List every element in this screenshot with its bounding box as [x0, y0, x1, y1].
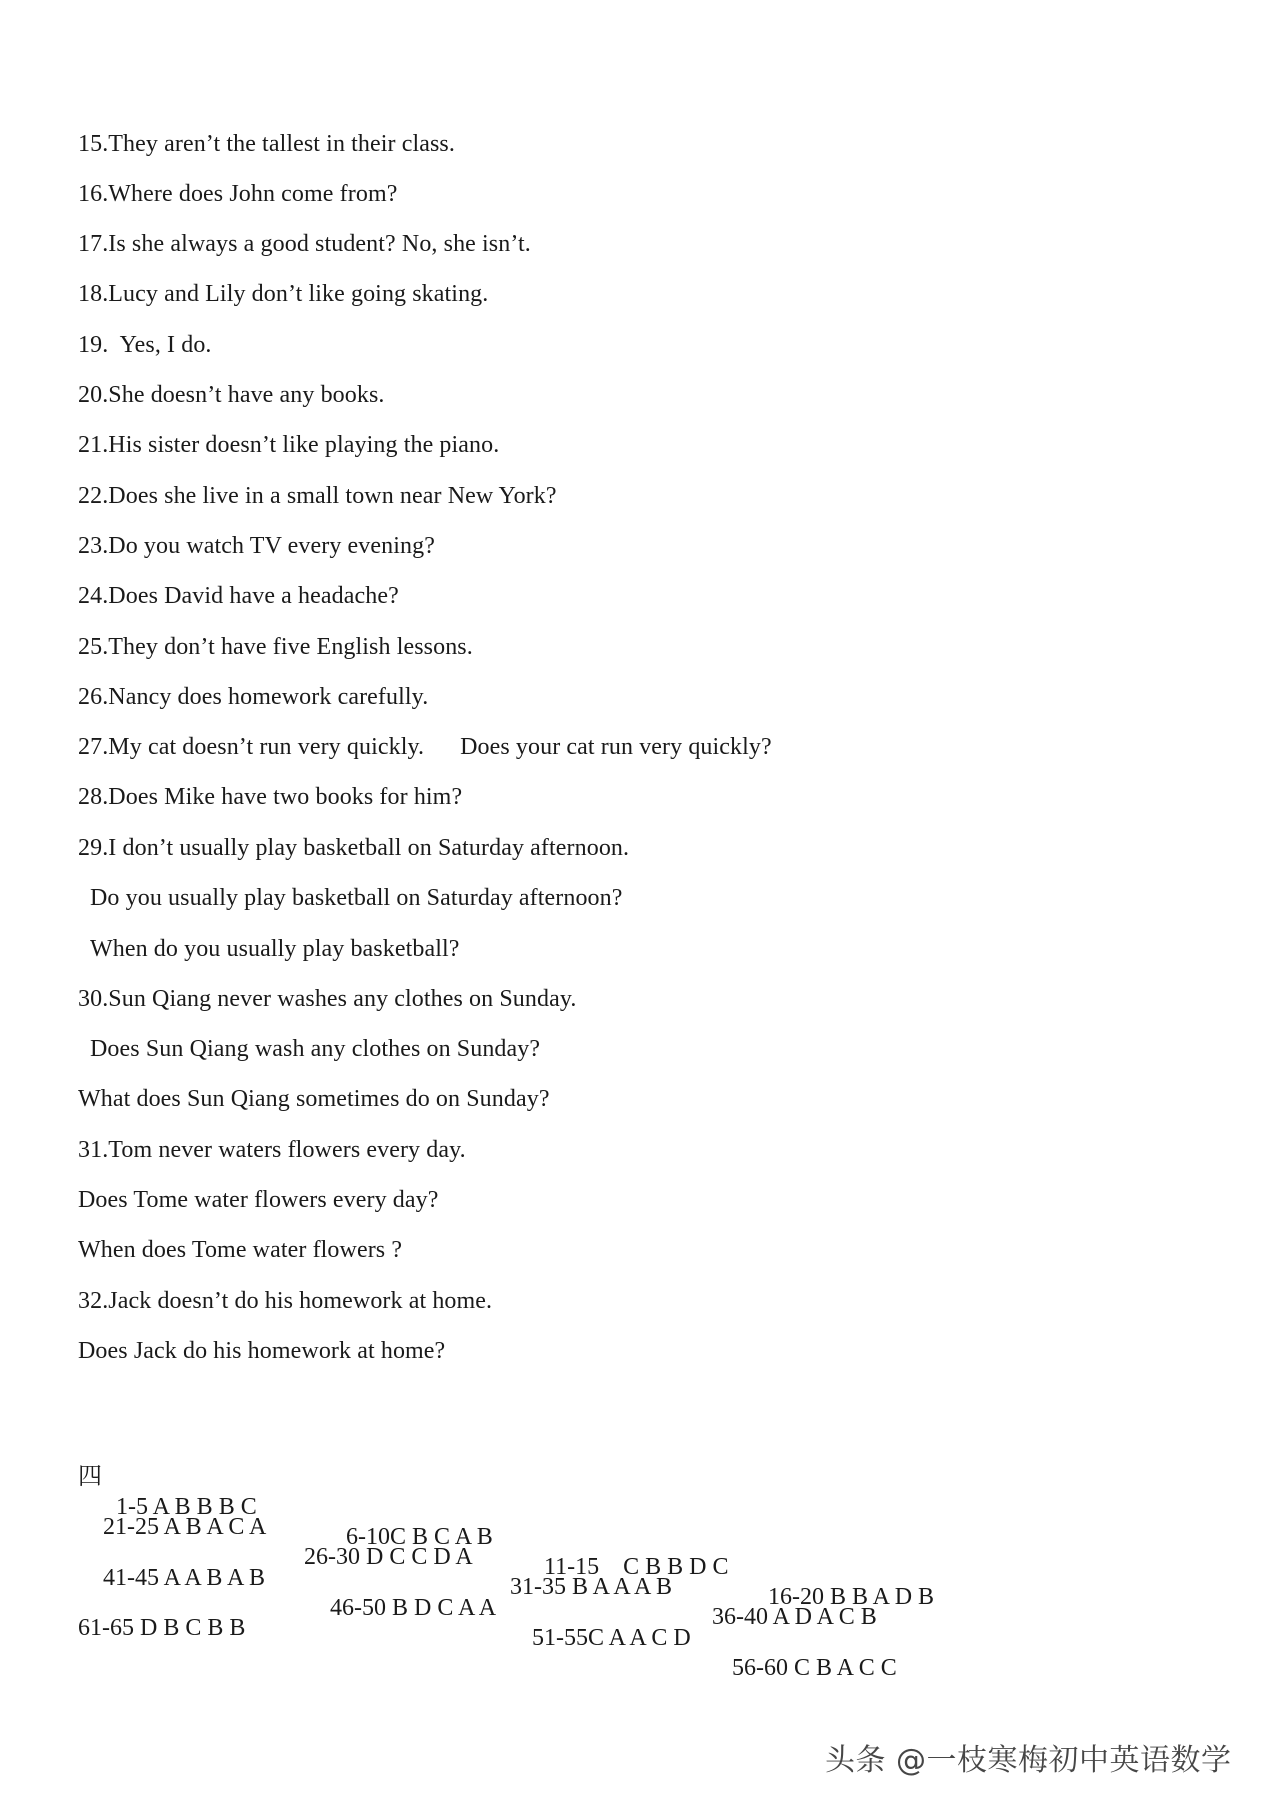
- answer-group: 51-55C A A C D: [532, 1625, 691, 1651]
- line-text: Do you usually play basketball on Saturday afternoon?: [90, 885, 623, 911]
- line-text: 30.Sun Qiang never washes any clothes on Sunday.: [78, 986, 577, 1012]
- answer-group: 1-5 A B B B C: [116, 1494, 257, 1520]
- line-text: Does Tome water flowers every day?: [78, 1187, 439, 1213]
- answer-line: [78, 229, 531, 259]
- answer-line: [78, 179, 397, 209]
- answer-line: [90, 1034, 540, 1064]
- answer-line: [78, 833, 629, 863]
- answer-line: [90, 883, 623, 913]
- answer-group: 46-50 B D C A A: [330, 1595, 497, 1621]
- answer-line: [78, 531, 435, 561]
- line-text-second: Does your cat run very quickly?: [460, 734, 772, 760]
- answer-line: [78, 1235, 402, 1265]
- line-text: 16.Where does John come from?: [78, 181, 398, 207]
- answer-line: [78, 380, 385, 410]
- answer-line: [78, 481, 557, 511]
- line-text: 22.Does she live in a small town near New York?: [78, 483, 557, 509]
- section-label: 四: [78, 1464, 102, 1490]
- answer-line: [78, 1286, 492, 1316]
- answer-group: 21-25 A B A C A: [103, 1514, 267, 1540]
- answer-line: [78, 1336, 445, 1366]
- line-text: 15.They aren’t the tallest in their class.: [78, 131, 455, 157]
- watermark-text: 头条 @一枝寒梅初中英语数学: [825, 1743, 1232, 1778]
- answer-line: [78, 279, 488, 309]
- answer-line: [78, 1185, 438, 1215]
- line-text: 31.Tom never waters flowers every day.: [78, 1137, 466, 1163]
- answer-group: 16-20 B B A D B: [768, 1584, 935, 1610]
- answer-group: 31-35 B A A A B: [510, 1574, 673, 1600]
- line-text: 24.Does David have a headache?: [78, 583, 399, 609]
- answer-line: [78, 129, 455, 159]
- answer-line: [78, 732, 772, 762]
- answer-line: [78, 330, 212, 360]
- answer-line: [78, 632, 473, 662]
- line-text: Does Sun Qiang wash any clothes on Sunday?: [90, 1036, 541, 1062]
- answer-group: 41-45 A A B A B: [103, 1565, 266, 1591]
- answer-group: 11-15 C B B D C: [544, 1554, 729, 1580]
- line-text: 17.Is she always a good student? No, she isn’t.: [78, 231, 531, 257]
- line-text: Does Jack do his homework at home?: [78, 1338, 446, 1364]
- answer-line: [90, 934, 460, 964]
- line-text: 18.Lucy and Lily don’t like going skating.: [78, 281, 489, 307]
- line-text: When do you usually play basketball?: [90, 936, 460, 962]
- answer-group: 6-10C B C A B: [346, 1524, 493, 1550]
- answer-line: [78, 984, 577, 1014]
- answer-line: [78, 1135, 466, 1165]
- line-text: What does Sun Qiang sometimes do on Sunday?: [78, 1086, 550, 1112]
- line-text: 29.I don’t usually play basketball on Saturday afternoon.: [78, 835, 630, 861]
- line-text: 20.She doesn’t have any books.: [78, 382, 385, 408]
- answer-row: [78, 1583, 246, 1673]
- line-text: 28.Does Mike have two books for him?: [78, 784, 463, 810]
- line-text: 26.Nancy does homework carefully.: [78, 684, 429, 710]
- answer-group: 26-30 D C C D A: [304, 1544, 473, 1570]
- answer-group: 56-60 C B A C C: [732, 1655, 897, 1681]
- answer-line: [78, 782, 462, 812]
- answer-group: 61-65 D B C B B: [78, 1615, 246, 1641]
- line-text: 19. Yes, I do.: [78, 332, 212, 358]
- answer-line: [78, 682, 428, 712]
- answer-line: [78, 1084, 550, 1114]
- line-text: 23.Do you watch TV every evening?: [78, 533, 435, 559]
- line-text: 21.His sister doesn’t like playing the piano.: [78, 432, 500, 458]
- answer-group: 36-40 A D A C B: [712, 1604, 877, 1630]
- answer-line: [78, 581, 399, 611]
- answer-key: [78, 1432, 935, 1681]
- line-text: 27.My cat doesn’t run very quickly.: [78, 734, 425, 760]
- line-text: 25.They don’t have five English lessons.: [78, 634, 473, 660]
- line-text: When does Tome water flowers ?: [78, 1237, 403, 1263]
- answer-line: [78, 430, 499, 460]
- line-text: 32.Jack doesn’t do his homework at home.: [78, 1288, 493, 1314]
